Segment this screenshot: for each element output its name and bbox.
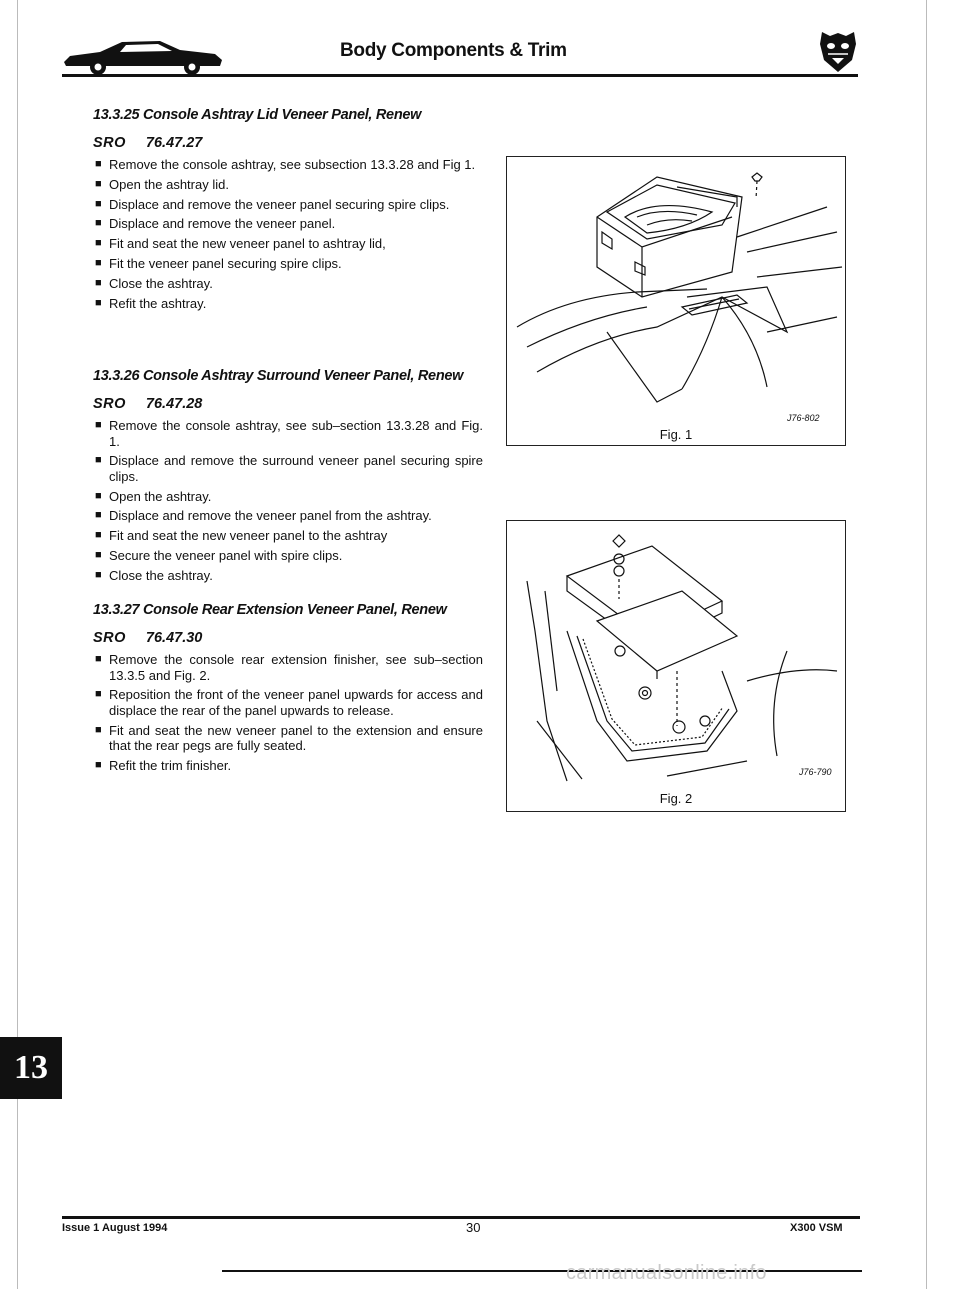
figure-code: J76-802	[787, 413, 820, 423]
ashtray-lid-illustration	[507, 157, 845, 427]
figure-code: J76-790	[799, 767, 832, 777]
manual-code: X300 VSM	[790, 1222, 843, 1234]
sro-label: SRO	[93, 135, 126, 151]
chapter-tab: 13	[0, 1037, 62, 1099]
page-number: 30	[466, 1220, 481, 1235]
car-silhouette-icon	[60, 36, 230, 76]
rear-extension-illustration	[507, 521, 845, 793]
sro-label: SRO	[93, 396, 126, 412]
figure-1	[506, 156, 846, 446]
section-title: 13.3.26 Console Ashtray Surround Veneer Panel, Renew	[93, 368, 464, 384]
list-item: ■ Displace and remove the veneer panel securing spire clips.	[95, 196, 450, 212]
list-item: ■ Refit the trim finisher.	[95, 757, 232, 773]
list-item: ■ Close the ashtray.	[95, 275, 213, 291]
list-item: ■ Fit and seat the new veneer panel to the extension and ensure that the rear pegs are fully seated.	[95, 722, 483, 754]
page-title: Body Components & Trim	[340, 40, 567, 61]
sro-number: 76.47.27	[145, 135, 203, 151]
list-item: ■ Displace and remove the surround veneer panel securing spire clips.	[95, 453, 483, 484]
list-item: ■ Open the ashtray.	[95, 488, 212, 504]
list-item: ■ Fit and seat the new veneer panel to ashtray lid,	[95, 236, 386, 252]
section-title: 13.3.25 Console Ashtray Lid Veneer Panel, Renew	[93, 107, 422, 123]
list-item: ■ Remove the console ashtray, see sub–section 13.3.28 and Fig. 1.	[95, 418, 483, 449]
jaguar-head-icon	[816, 28, 860, 74]
section-13-3-27	[93, 602, 483, 778]
list-item: ■ Fit the veneer panel securing spire clips.	[95, 255, 342, 271]
steps-list	[93, 418, 483, 583]
list-item: ■ Secure the veneer panel with spire clips.	[95, 547, 343, 563]
sro-number: 76.47.30	[145, 630, 203, 646]
sro-number: 76.47.28	[145, 396, 203, 412]
list-item: ■ Refit the ashtray.	[95, 295, 207, 311]
figure-caption: Fig. 1	[659, 427, 693, 442]
page-header	[60, 28, 860, 78]
issue-date: Issue 1 August 1994	[62, 1222, 168, 1234]
figure-2	[506, 520, 846, 812]
section-title: 13.3.27 Console Rear Extension Veneer Panel, Renew	[93, 602, 447, 618]
list-item: ■ Displace and remove the veneer panel.	[95, 216, 336, 232]
watermark: carmanualsonline.info	[566, 1262, 767, 1284]
steps-list	[93, 157, 483, 311]
list-item: ■ Close the ashtray.	[95, 567, 213, 583]
section-13-3-26	[93, 368, 483, 588]
figure-caption: Fig. 2	[659, 791, 693, 806]
section-13-3-25	[93, 107, 483, 315]
right-margin-line	[926, 0, 927, 1289]
list-item: ■ Remove the console ashtray, see subsection 13.3.28 and Fig 1.	[95, 157, 476, 172]
list-item: ■ Fit and seat the new veneer panel to the ashtray	[95, 528, 388, 544]
sro-line	[93, 135, 483, 151]
list-item: ■ Reposition the front of the veneer panel upwards for access and displace the rear of the panel upwards to release.	[95, 687, 483, 718]
list-item: ■ Remove the console rear extension finisher, see sub–section 13.3.5 and Fig. 2.	[95, 652, 483, 683]
list-item: ■ Displace and remove the veneer panel from the ashtray.	[95, 508, 432, 524]
steps-list	[93, 652, 483, 773]
footer-rule	[62, 1216, 860, 1219]
sro-line	[93, 396, 483, 412]
header-rule	[62, 74, 858, 77]
list-item: ■ Open the ashtray lid.	[95, 176, 229, 192]
sro-line	[93, 630, 483, 646]
sro-label: SRO	[93, 630, 126, 646]
